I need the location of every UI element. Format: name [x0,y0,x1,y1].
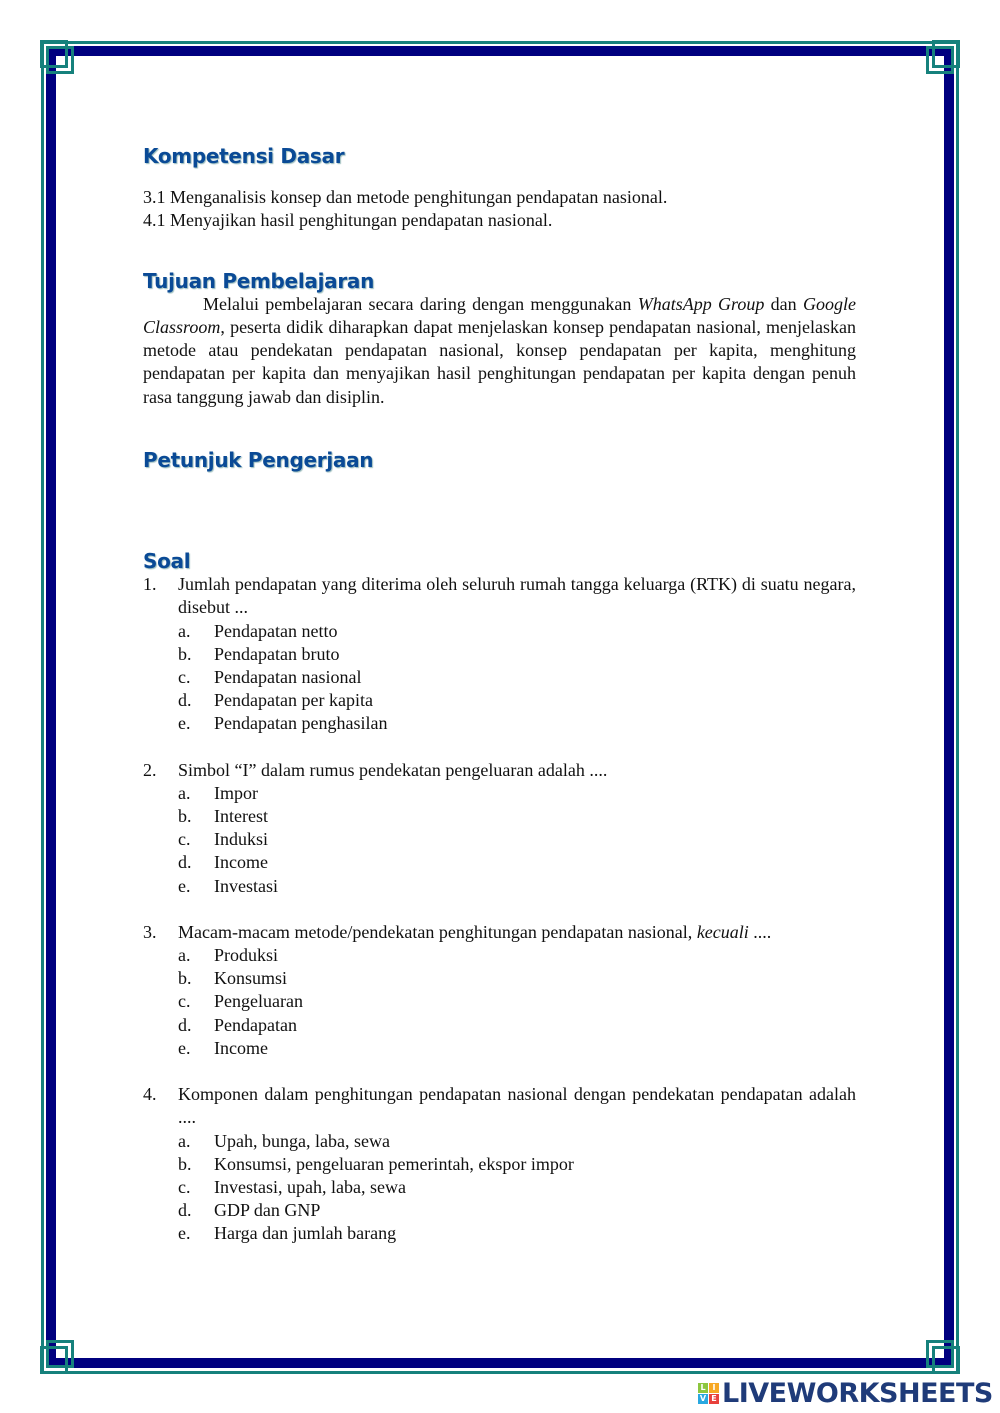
question-text: Simbol “I” dalam rumus pendekatan pengeluaran adalah .... [178,759,608,780]
option-letter: c. [178,829,191,850]
option-text: Konsumsi [214,968,288,989]
option-text: Impor [214,782,258,803]
option-letter: d. [178,1200,192,1221]
option-letter: e. [178,713,191,734]
option-letter: e. [178,1037,191,1058]
answer-option[interactable] [178,990,856,1013]
option-text: Income [214,1037,268,1058]
answer-option[interactable] [178,643,856,666]
answer-option[interactable] [178,944,856,967]
option-text: Produksi [214,945,279,966]
option-letter: c. [178,1176,191,1197]
option-letter: e. [178,875,191,896]
petunjuk-pengerjaan-heading: Petunjuk Pengerjaan [143,447,374,472]
option-letter: a. [178,945,191,966]
option-letter: c. [178,667,191,688]
kd-item: 3.1 Menganalisis konsep dan metode penghitungan pendapatan nasional. [143,187,668,208]
question-text: Jumlah pendapatan yang diterima oleh seluruh rumah tangga keluarga (RTK) di suatu negara, disebut ... [178,574,856,618]
answer-option[interactable] [178,1014,856,1037]
option-letter: a. [178,782,191,803]
option-text: Upah, bunga, laba, sewa [214,1130,390,1151]
question-list [143,573,856,1245]
answer-option[interactable] [178,828,856,851]
option-text: Pendapatan [214,1014,297,1035]
tujuan-pembelajaran-heading: Tujuan Pembelajaran [143,268,375,293]
answer-option[interactable] [178,805,856,828]
option-letter: d. [178,1014,192,1035]
option-text: Pendapatan nasional [214,667,362,688]
answer-option[interactable] [178,1153,856,1176]
option-letter: e. [178,1223,191,1244]
tujuan-paragraph: Melalui pembelajaran secara daring dengan menggunakan WhatsApp Group dan Google Classroom, peserta didik diharapkan dapat menjelaskan konsep pendapatan nasional, menjelaskan metode atau pendekatan pendapatan nasional, konsep pendapatan per kapita, menghitung pendapatan per kapita dan menyajikan hasil penghitungan pendapatan per kapita dengan penuh rasa tanggung jawab dan disiplin. [143,293,856,407]
option-letter: d. [178,852,192,873]
question-item [143,759,856,898]
option-text: Investasi, upah, laba, sewa [214,1176,406,1197]
question-number: 1. [143,574,157,595]
answer-option[interactable] [178,875,856,898]
option-letter: b. [178,643,192,664]
option-text: Konsumsi, pengeluaran pemerintah, ekspor impor [214,1153,574,1174]
option-letter: b. [178,1153,192,1174]
answer-option[interactable] [178,967,856,990]
option-letter: b. [178,806,192,827]
option-text: Pengeluaran [214,991,303,1012]
option-letter: a. [178,620,191,641]
option-letter: a. [178,1130,191,1151]
answer-option[interactable] [178,1176,856,1199]
question-text: Macam-macam metode/pendekatan penghitungan pendapatan nasional, kecuali .... [178,921,772,942]
worksheet-content [143,145,856,1269]
answer-option[interactable] [178,1222,856,1245]
option-text: Harga dan jumlah barang [214,1223,397,1244]
question-item [143,573,856,735]
question-text: Komponen dalam penghitungan pendapatan nasional dengan pendekatan pendapatan adalah .... [178,1084,856,1128]
option-letter: b. [178,968,192,989]
question-number: 4. [143,1084,157,1105]
question-number: 2. [143,759,157,780]
option-text: Interest [214,806,268,827]
option-text: Pendapatan per kapita [214,690,373,711]
answer-option[interactable] [178,1130,856,1153]
question-number: 3. [143,921,157,942]
answer-option[interactable] [178,782,856,805]
answer-option[interactable] [178,712,856,735]
option-text: Induksi [214,829,268,850]
option-text: Pendapatan penghasilan [214,713,388,734]
option-letter: c. [178,991,191,1012]
answer-option[interactable] [178,666,856,689]
kompetensi-dasar-heading: Kompetensi Dasar [143,144,345,168]
option-text: Pendapatan bruto [214,643,340,664]
option-text: Income [214,852,268,873]
answer-option[interactable] [178,1199,856,1222]
question-item [143,1083,856,1245]
answer-option[interactable] [178,851,856,874]
answer-option[interactable] [178,689,856,712]
question-item [143,921,856,1060]
answer-option[interactable] [178,620,856,643]
answer-option[interactable] [178,1037,856,1060]
logo-tiles-icon: L I V E [698,1383,719,1404]
option-letter: d. [178,690,192,711]
soal-heading: Soal [143,549,191,574]
liveworksheets-logo: L I V E LIVEWORKSHEETS [699,1378,993,1409]
option-text: Pendapatan netto [214,620,338,641]
option-text: Investasi [214,875,278,896]
option-text: GDP dan GNP [214,1200,321,1221]
kd-item: 4.1 Menyajikan hasil penghitungan pendapatan nasional. [143,210,553,231]
